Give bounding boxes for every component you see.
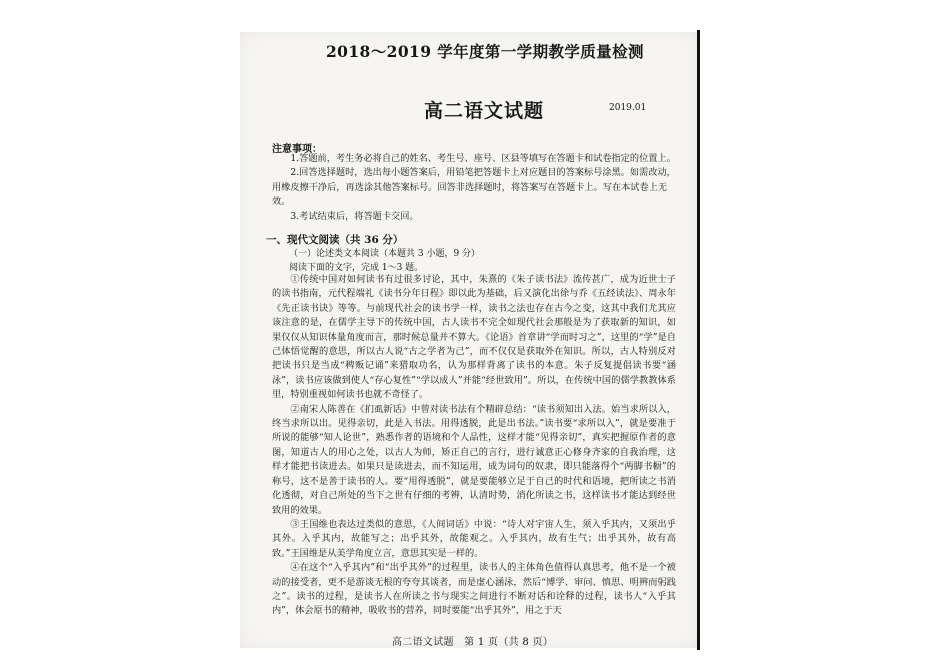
passage-paragraph: ④在这个“入乎其内”和“出乎其外”的过程里，读书人的主体角色值得认真思考，他不是一个被动的接受者，更不是游谈无根的夸夸其谈者，而是虚心涵泳，然后“博学、审问、慎思、明辨而躬践之”。读书的过程，是读书人在所读之书与现实之间进行不断对话和诠释的过程，读书人“入乎其内”，体会原书的精神，吸收书的营养，同时要能“出乎其外”，用之于天 (272, 562, 676, 617)
page-footer: 高二语文试题 第 1 页（共 8 页） (392, 637, 554, 648)
subsection-title: （一）论述类文本阅读（本题共 3 小题，9 分） (289, 249, 481, 259)
passage-paragraph: ②南宋人陈善在《扪虱新话》中曾对读书法有个精辟总结：“读书须知出入法。始当求所以入，终当求所以出。见得亲切，此是入书法。用得透脱，此是出书法。”读书要“求所以入”，就是要准于所说的能够“知人论世”，熟悉作者的语境和个人品性，这样才能“见得亲切”，真实把握原作者的意图，知道古人的用心之处，以古人为师，矫正自己的言行，进行诚意正心修身齐家的自我治理，这样才能把书读进去。如果只是读进去，而不知运用，成为词句的奴隶，即只能落得个“两脚书橱”的称号，这不是善于读书的人。要“用得透脱”，就是要能够立足于自己的时代和语境，把所读之书消化透彻，对自己所处的当下之世有仔细的考辨，认清时势，消化所读之书，这样读书才能达到经世致用的效果。 (272, 403, 676, 516)
note-item: 1.答题前，考生务必将自己的姓名、考生号、座号、区县等填写在答题卡和试卷指定的位置上。 (290, 153, 676, 164)
exam-date: 2019.01 (609, 103, 647, 113)
reading-instruction: 阅读下面的文字，完成 1～3 题。 (289, 263, 424, 273)
passage-paragraph: ①传统中国对如何读书有过很多讨论，其中，朱熹的《朱子读书法》流传甚广，成为近世士子的读书指南，元代程端礼《读书分年日程》即以此为基础，后又演化出徐与乔《五经读法》、周永年《先正读书诀》等等。与前现代社会的读书学一样，读书之法也存在古今之变，这其中我们尤其应该注意的是，在儒学主导下的传统中国，古人读书不完全如现代社会那般是为了获取新的知识，如果仅仅从知识体量角度而言，那时候总量并不算大。《论语》首章讲“学而时习之”，这里的“学”是自己体悟觉醒的意思，所以古人说“古之学者为己”，而不仅仅是获取外在知识。所以，古人特别反对把读书只是当成“稗贩记诵”来猎取功名，认为那样背离了读书的本意。朱子反复提倡读书要“涵泳”，读书应该做到使人“存心复性”“学以成人”并能“经世致用”。所以，在传统中国的儒学教教体系里，特别重视如何读书也就不奇怪了。 (272, 274, 676, 401)
note-item: 3.考试结束后，将答题卡交回。 (290, 210, 419, 222)
exam-header: 2018～2019 学年度第一学期教学质量检测 (326, 42, 644, 61)
note-item: 2.回答选择题时，选出每小题答案后，用铅笔把答题卡上对应题目的答案标号涂黑。如需改动，用橡皮擦干净后，再选涂其他答案标号。回答非选择题时，将答案写在答题卡上。写在本试卷上无效。 (272, 167, 676, 208)
reading-passage (272, 273, 676, 619)
subject-title: 高二语文试题 (424, 100, 545, 122)
notes-heading: 注意事项： (272, 144, 322, 155)
passage-paragraph: ③王国维也表达过类似的意思，《人间词话》中说：“诗人对宇宙人生，须入乎其内，又须出乎其外。入乎其内，故能写之；出乎其外，故能观之。入乎其内，故有生气；出乎其外，故有高致。”王国维是从美学角度立言，意思其实是一样的。 (272, 518, 676, 559)
scan-edge (697, 30, 700, 650)
section-title: 一、现代文阅读（共 36 分） (266, 234, 404, 246)
notes-list (272, 152, 676, 224)
